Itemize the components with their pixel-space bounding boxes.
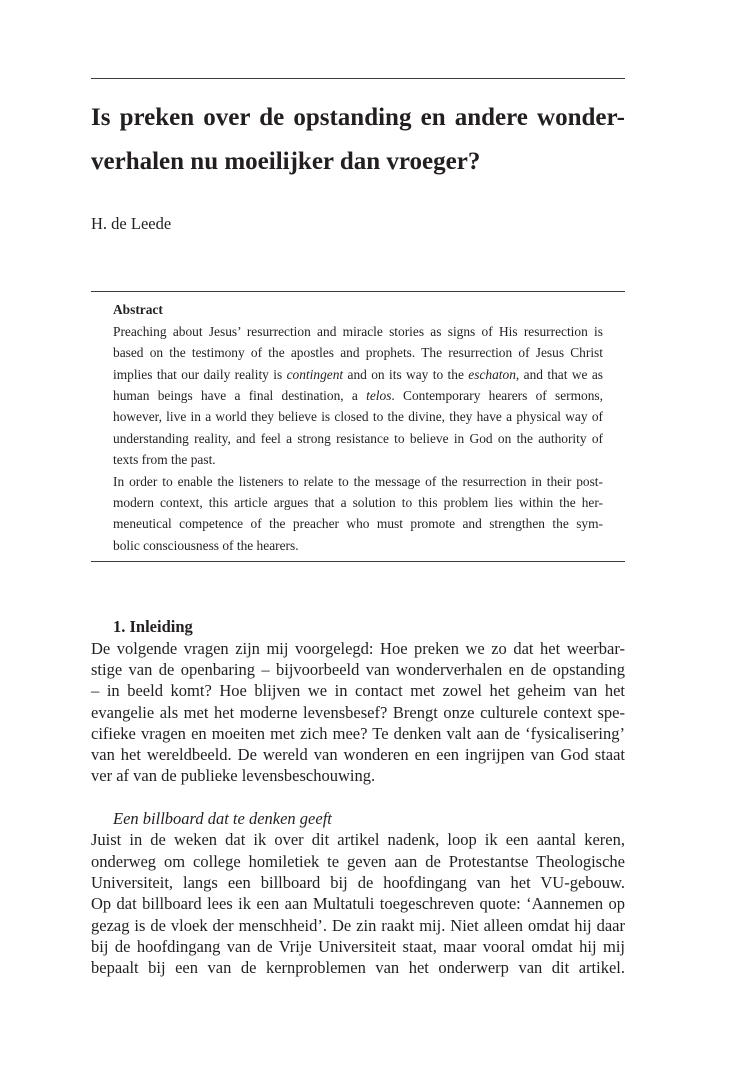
abstract-text: implies that our daily reality is [113,366,287,382]
abstract-block [113,299,603,556]
article-body [91,616,625,978]
paragraph-gap [91,787,625,808]
abstract-line [113,364,603,385]
body-line: cifieke vragen en moeiten met zich mee? Te denken valt aan de ‘fysicalisering’ [91,723,625,743]
body-line: ver af van de publieke levensbeschouwing. [91,766,376,786]
abstract-text: . Contemporary hearers of sermons, [391,387,603,403]
body-line: Juist in de weken dat ik over dit artikel nadenk, loop ik een aantal keren, [91,830,625,850]
abstract-text: human beings have a final destination, a [113,387,367,403]
abstract-line: bolic consciousness of the hearers. [113,537,299,553]
body-line: – in beeld komt? Hoe blijven we in contact met zowel het geheim van het [91,681,625,701]
body-line: onderweg om college homiletiek te geven aan de Protestantse Theologische [91,851,625,871]
abstract-line: based on the testimony of the apostles and prophets. The resurrection of Jesus Christ [113,345,603,361]
abstract-term-eschaton: eschaton [468,366,516,382]
abstract-bottom-rule [91,561,625,562]
article-title [91,96,625,184]
abstract-term-contingent: contingent [286,366,344,382]
abstract-text: , and that we as [515,366,603,382]
title-line: Is preken over de opstanding en andere wonder- [91,104,625,131]
abstract-line: understanding reality, and feel a strong resistance to believe in God on the authority of [113,430,603,446]
abstract-line [113,385,603,406]
body-line: De volgende vragen zijn mij voorgelegd: Hoe preken we zo dat het weerbar- [91,638,625,658]
subheading: Een billboard dat te denken geeft [113,809,332,829]
body-line: gezag is de vloek der menschheid’. De zin raakt mij. Niet alleen omdat hij daar [91,915,625,935]
abstract-line: texts from the past. [113,452,216,468]
top-rule [91,78,625,79]
author-name: H. de Leede [91,214,172,233]
body-line: van het wereldbeeld. De wereld van wonderen en een ingrijpen van God staat [91,745,625,765]
abstract-top-rule [91,291,625,292]
abstract-line: Preaching about Jesus’ resurrection and miracle stories as signs of His resurrection is [113,323,603,339]
title-line: verhalen nu moeilijker dan vroeger? [91,148,481,175]
abstract-text: and on its way to the [343,366,469,382]
body-line: bij de hoofdingang van de Vrije Universiteit staat, maar vooral omdat hij mij [91,936,625,956]
abstract-line: In order to enable the listeners to relate to the message of the resurrection in their post- [113,473,603,489]
body-line: evangelie als met het moderne levensbesef? Brengt onze culturele context spe- [91,702,625,722]
section-heading: 1. Inleiding [113,617,193,637]
abstract-line: however, live in a world they believe is closed to the divine, they have a physical way of [113,409,603,425]
abstract-heading: Abstract [113,302,163,318]
body-line: bepaalt bij een van de kernproblemen van het onderwerp van dit artikel. [91,958,625,978]
abstract-line: meneutical competence of the preacher who must promote and strengthen the sym- [113,516,603,532]
body-line: stige van de openbaring – bijvoorbeeld van wonderverhalen en de opstanding [91,659,625,679]
abstract-term-telos: telos [366,387,392,403]
abstract-line: modern context, this article argues that a solution to this problem lies within the her- [113,494,603,510]
body-line: Universiteit, langs een billboard bij de hoofdingang van het VU-gebouw. [91,872,625,892]
body-line: Op dat billboard lees ik een aan Multatuli toegeschreven quote: ‘Aannemen op [91,894,625,914]
